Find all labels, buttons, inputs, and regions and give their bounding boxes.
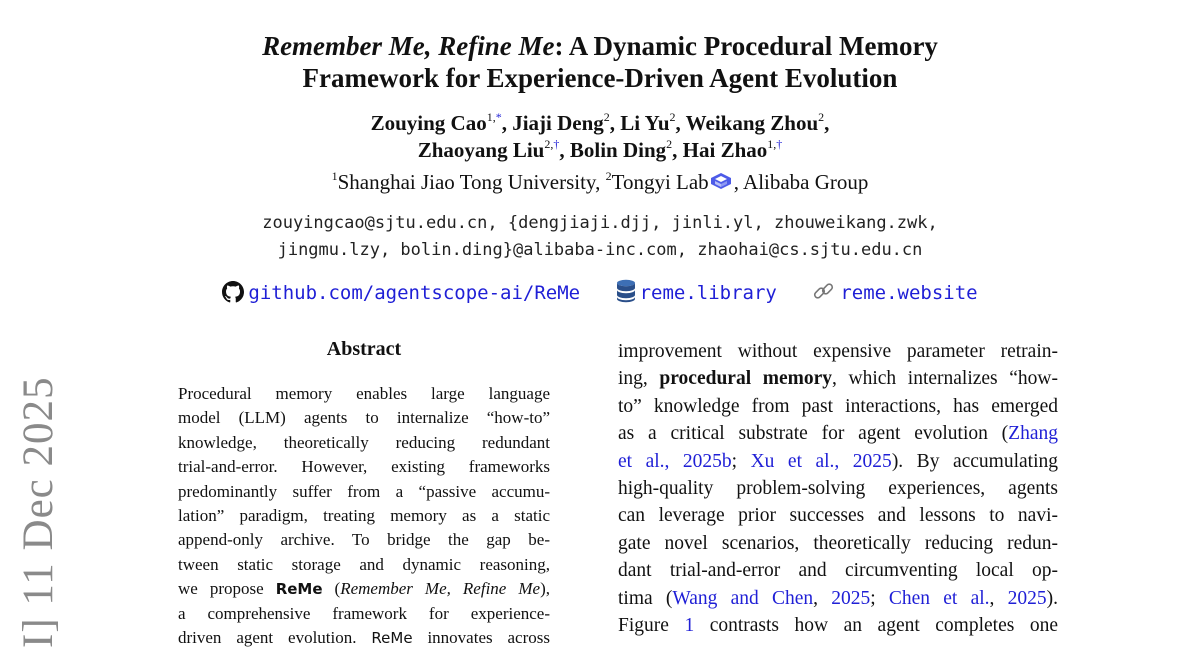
intro-line (618, 365, 1058, 392)
author-sup: 2, (544, 137, 554, 151)
intro-text: tima ( (618, 587, 673, 609)
citation-link[interactable]: 2025 (1007, 587, 1047, 609)
affil-sup: 1 (331, 169, 338, 183)
abstract-heading: Abstract (326, 338, 402, 360)
author-line-1: Zouying Cao$^{1,*}$, Jiaji Deng$^2$, Li Yu$^2$, Weikang Zhou$^2$, (370, 110, 830, 135)
citation-link[interactable]: Chen et al. (888, 587, 990, 609)
intro-text: Figure (618, 614, 685, 636)
database-icon (616, 279, 636, 303)
affil-sjtu: Shanghai Jiao Tong University, (337, 170, 606, 194)
intro-line (618, 585, 1058, 612)
title-line-2: Framework for Experience-Driven Agent Evolution (302, 63, 898, 93)
citation-link[interactable]: et al., 2025b (618, 450, 732, 472)
abstract-line: lation” paradigm, treating memory as a static (178, 505, 550, 525)
email-block (0, 210, 1200, 264)
intro-text: ). By accumulating (891, 450, 1058, 472)
intro-text: , which internalizes “how- (832, 368, 1058, 390)
affil-sup: 2 (605, 169, 612, 183)
abstract-line: trial-and-error. However, existing frameworks (178, 457, 550, 477)
link-icon (812, 281, 836, 303)
author-name: Zouying Cao (370, 111, 487, 135)
citation-link[interactable]: Xu et al., 2025 (750, 450, 892, 472)
author-line-2: Zhaoyang Liu$^{2,\dagger}$, Bolin Ding$^2$, Hai Zhao$^{1,\dagger}$ (417, 137, 783, 162)
intro-text: as a critical substrate for agent evolution ( (618, 423, 1009, 445)
github-link[interactable] (222, 280, 580, 306)
figure-ref-link[interactable]: 1 (684, 614, 695, 636)
abstract-italic: Remember Me, Refine Me (340, 579, 541, 599)
abstract-text: innovates across (412, 627, 550, 647)
reme-name: ReMe (371, 628, 413, 647)
intro-line (618, 420, 1058, 447)
citation-link[interactable]: 2025 (831, 587, 871, 609)
citation-link[interactable]: Zhang (1008, 423, 1058, 445)
title-italic: Remember Me, Refine Me (262, 31, 555, 61)
paper-title (0, 30, 1200, 94)
abstract-line: append-only archive. To bridge the gap be- (178, 530, 550, 550)
author-sup: 2 (669, 110, 676, 124)
intro-line: to” knowledge from past interactions, has emerged (618, 395, 1058, 417)
intro-text: ing, (618, 368, 660, 390)
author-name: Li Yu (620, 111, 670, 135)
intro-text: , (989, 587, 1008, 609)
intro-line: gate novel scenarios, theoretically reducing redun- (618, 532, 1058, 554)
abstract-line: knowledge, theoretically reducing redundant (178, 432, 550, 452)
intro-line: improvement without expensive parameter retrain- (618, 341, 1058, 362)
title-line1-rest: : A Dynamic Procedural Memory (554, 31, 938, 61)
abstract-line: Procedural memory enables large language (178, 384, 550, 403)
abstract-text: ( (322, 579, 341, 599)
author-sup: 2 (666, 137, 673, 151)
intro-text: , (813, 587, 832, 609)
abstract-line: tween static storage and dynamic reasoning, (178, 554, 550, 574)
intro-line (618, 448, 1058, 475)
author-note-mark[interactable]: † (776, 137, 783, 151)
abstract-text: we propose (178, 579, 276, 599)
abstract-line (178, 626, 550, 650)
github-icon (222, 281, 244, 303)
library-link-text[interactable]: reme.library (639, 282, 777, 304)
website-link-text[interactable]: reme.website (840, 282, 978, 304)
abstract-text: driven agent evolution. (178, 627, 372, 647)
resource-links (0, 279, 1200, 306)
intro-text: ; (870, 587, 889, 609)
author-note-mark[interactable]: † (553, 137, 560, 151)
author-sup: 1, (767, 137, 777, 151)
intro-text: contrasts how an agent completes one (694, 614, 1058, 636)
abstract-line: predominantly suffer from a “passive accumu- (178, 481, 550, 501)
affil-tongyi: Tongyi Lab (611, 170, 709, 194)
abstract-body (178, 382, 550, 650)
abstract-line: a comprehensive framework for experience- (178, 603, 550, 623)
author-name: Hai Zhao (682, 138, 768, 162)
title-line-1 (0, 30, 1200, 62)
abstract-line: model (LLM) agents to internalize “how-to” (178, 408, 550, 428)
abstract-line (178, 577, 550, 601)
intro-line: can leverage prior successes and lessons to navi- (618, 505, 1058, 527)
reme-name: ReMe (275, 580, 323, 599)
affiliations (0, 169, 1200, 196)
author-sup: 1, (486, 110, 496, 124)
author-sup: 2 (603, 110, 610, 124)
intro-line: dant trial-and-error and circumventing local op- (618, 560, 1058, 582)
author-sup: 2 (818, 110, 825, 124)
author-name: Bolin Ding (569, 138, 667, 162)
author-list (0, 110, 1200, 164)
abstract-text: ), (540, 579, 550, 599)
github-link-text[interactable]: github.com/agentscope-ai/ReMe (248, 282, 581, 304)
email-line-2[interactable]: jingmu.lzy, bolin.ding}@alibaba-inc.com, zhaohai@cs.sjtu.edu.cn (277, 240, 923, 260)
intro-line: high-quality problem-solving experiences, agents (618, 477, 1058, 499)
citation-link[interactable]: Wang and Chen (672, 587, 814, 609)
intro-text: ; (731, 450, 751, 472)
intro-bold: procedural memory (659, 368, 833, 390)
author-name: Jiaji Deng (512, 111, 604, 135)
intro-line (618, 612, 1058, 639)
arxiv-stamp: I] 11 Dec 2025 (15, 376, 62, 648)
website-link[interactable] (812, 280, 977, 306)
library-link[interactable] (616, 279, 777, 306)
email-line-1[interactable]: zouyingcao@sjtu.edu.cn, {dengjiaji.djj, jinli.yl, zhouweikang.zwk, (262, 213, 938, 233)
author-name: Weikang Zhou (685, 111, 819, 135)
author-note-mark[interactable]: * (495, 110, 502, 124)
intro-text: ). (1046, 587, 1059, 609)
author-name: Zhaoyang Liu (417, 138, 545, 162)
tongyi-logo-icon (710, 172, 732, 190)
affil-alibaba: , Alibaba Group (733, 170, 869, 194)
intro-column (618, 338, 1058, 639)
